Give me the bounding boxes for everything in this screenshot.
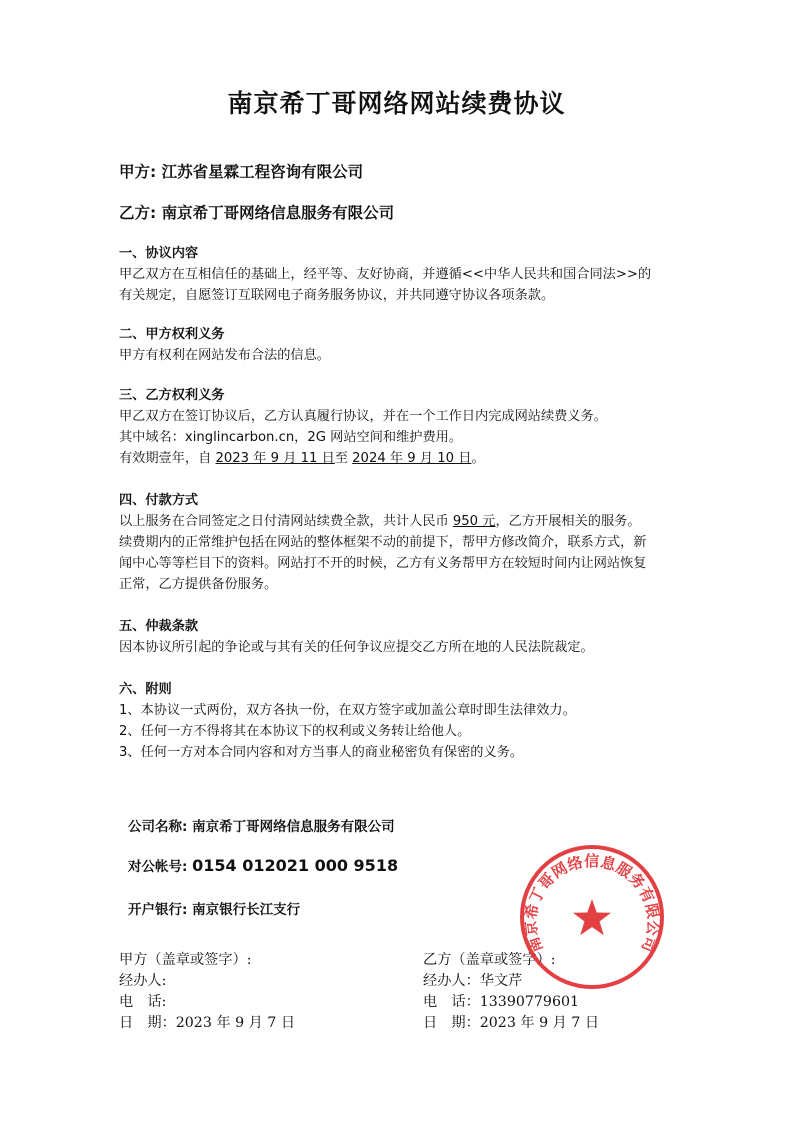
section-heading: 二、甲方权利义务 [119,327,225,342]
party-a-name: 江苏省星霖工程咨询有限公司 [161,163,364,181]
section-arbitration [119,616,689,658]
bank-value: 南京银行长江支行 [192,902,301,918]
section-text: 甲方有权利在网站发布合法的信息。 [119,348,330,363]
party-a-phone: 电 话: [119,994,167,1010]
section-heading: 一、协议内容 [119,246,199,261]
validity-prefix: 有效期壹年，自 [119,451,216,466]
company-name-row [128,815,395,835]
section-text: 甲乙双方在签订协议后，乙方认真履行协议，并在一个工作日内完成网站续费义务。 [119,409,607,424]
section-heading: 六、附则 [119,682,172,697]
party-b-seal-label: 乙方（盖章或签字）: [423,952,556,968]
payment-amount: 950 元 [452,514,496,529]
validity-middle: 至 [334,451,353,466]
section-heading: 四、付款方式 [119,493,199,508]
section-text: 2、任何一方不得将其在本协议下的权利或义务转让给他人。 [119,724,471,739]
bank-label: 开户银行: [128,902,188,918]
section-text: 3、任何一方对本合同内容和对方当事人的商业秘密负有保密的义务。 [119,745,524,760]
section-text: 续费期内的正常维护包括在网站的整体框架不动的前提下，帮甲方修改简介，联系方式，新 [119,535,647,550]
section-text: 其中域名：xinglincarbon.cn，2G 网站空间和维护费用。 [119,430,463,445]
section-heading: 三、乙方权利义务 [119,388,225,403]
account-row [128,855,398,875]
party-a-date: 日 期：2023 年 9 月 7 日 [119,1015,296,1031]
section-supplementary [119,679,689,763]
section-text: 正常，乙方提供备份服务。 [119,577,278,592]
payment-suffix: ，乙方开展相关的服务。 [495,514,641,529]
section-text: 1、本协议一式两份，双方各执一份，在双方签字或加盖公章时即生法律效力。 [119,703,576,718]
section-text: 因本协议所引起的争论或与其有关的任何争议应提交乙方所在地的人民法院裁定。 [119,640,594,655]
section-party-a-rights [119,324,689,366]
section-text: 闻中心等等栏目下的资料。网站打不开的时候，乙方有义务帮甲方在较短时间内让网站恢复 [119,556,647,571]
party-a-label: 甲方: [119,163,157,181]
party-b-agent: 经办人：华文芹 [423,973,523,989]
company-name-label: 公司名称: [128,819,188,835]
stamp-text: 南京希丁哥网络信息服务有限公司 [521,852,663,956]
section-agreement-content [119,243,689,306]
section-party-b-rights [119,385,689,469]
payment-line [119,511,689,532]
start-date: 2023 年 9 月 11 日 [215,451,335,466]
account-label: 对公帐号: [128,859,188,875]
party-b [119,201,394,223]
section-heading: 五、仲裁条款 [119,619,199,634]
party-b-date: 日 期：2023 年 9 月 7 日 [423,1015,600,1031]
bank-row [128,898,300,918]
section-text: 有关规定，自愿签订互联网电子商务服务协议，并共同遵守协议各项条款。 [119,288,555,303]
party-a [119,160,363,182]
company-name-value: 南京希丁哥网络信息服务有限公司 [192,819,395,835]
end-date: 2024 年 9 月 10 日 [352,451,472,466]
party-a-agent: 经办人: [119,973,167,989]
validity-line [119,448,689,469]
account-value: 0154 012021 000 9518 [192,856,399,875]
star-icon [573,899,611,935]
section-payment [119,490,689,595]
company-seal-stamp [518,843,666,991]
validity-suffix: 。 [471,451,485,466]
party-b-name: 南京希丁哥网络信息服务有限公司 [161,204,395,222]
party-b-label: 乙方: [119,204,157,222]
party-a-seal-label: 甲方（盖章或签字）: [119,952,252,968]
document-title: 南京希丁哥网络网站续费协议 [227,89,566,118]
payment-prefix: 以上服务在合同签定之日付清网站续费全款，共计人民币 [119,514,453,529]
party-b-phone: 电 话：13390779601 [423,994,580,1010]
section-text: 甲乙双方在互相信任的基础上，经平等、友好协商，并遵循<<中华人民共和国合同法>>的 [119,267,652,282]
